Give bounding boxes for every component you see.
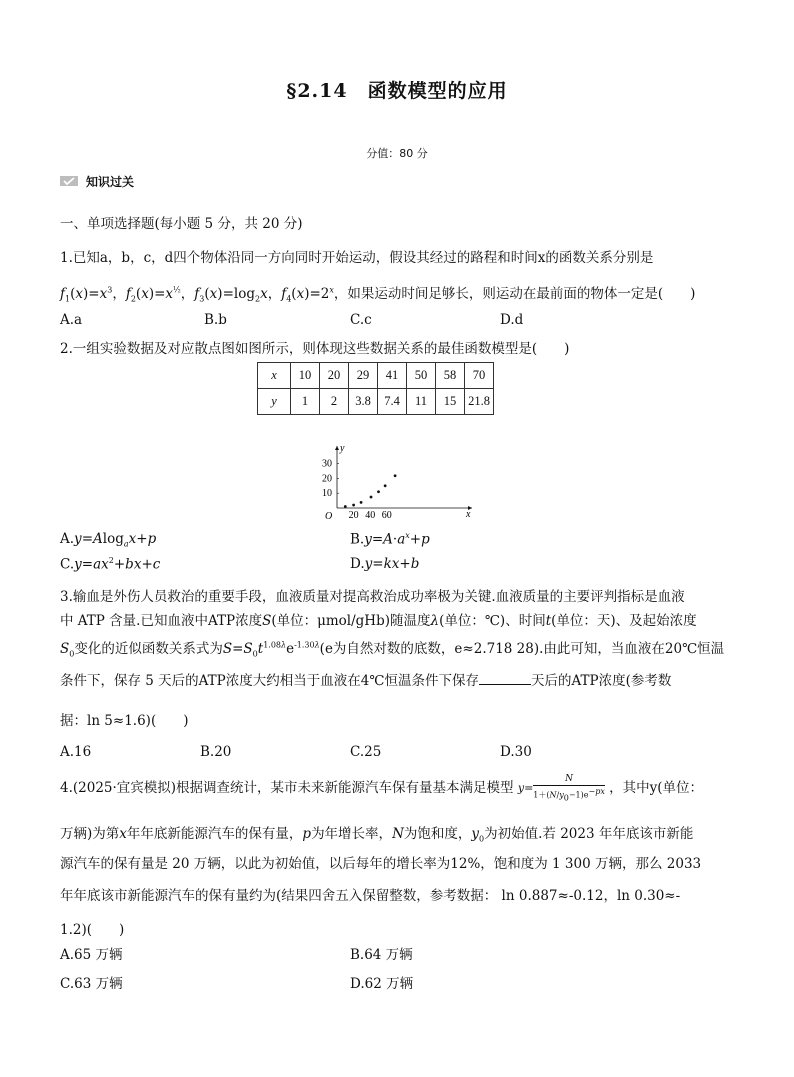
table-cell: 70 bbox=[465, 363, 494, 389]
scatter-point bbox=[344, 505, 347, 508]
q2-stem: 2.一组实验数据及对应散点图如图所示，则体现这些数据关系的最佳函数模型是( ) bbox=[60, 341, 570, 357]
scatter-point bbox=[370, 496, 373, 499]
score-label: 分值：80 分 bbox=[366, 147, 428, 160]
q3-stem-line3: $S_0$变化的近似函数关系式为$S=S_0t^{1.08\lambda}e^{-1.30\lambda}(e$为自然对数的底数，e≈2.718 28).由此可知，当血液在20℃恒温 bbox=[60, 640, 725, 659]
x-tick-label: 60 bbox=[381, 510, 392, 521]
origin-label: O bbox=[325, 511, 333, 522]
table-cell: 58 bbox=[436, 363, 465, 389]
q4-stem-line2: 万辆)为第x年年底新能源汽车的保有量，p为年增长率，N为饱和度，$y_0$为初始值.若 2023 年年底该市新能 bbox=[60, 826, 694, 844]
q4-option-d: D.62 万辆 bbox=[350, 976, 414, 992]
q3-option-a: A.16 bbox=[60, 744, 92, 760]
q1-option-d: D.d bbox=[500, 312, 524, 328]
scatter-point bbox=[377, 490, 380, 493]
section-heading bbox=[60, 172, 134, 191]
y-axis-arrow bbox=[335, 446, 339, 450]
table-cell: 3.8 bbox=[349, 389, 378, 415]
y-tick-label: 10 bbox=[322, 488, 332, 500]
q3-option-b: B.20 bbox=[200, 744, 232, 760]
y-tick-label: 20 bbox=[322, 473, 332, 485]
q1-stem-line2: $f_1(x)=x^3$，$f_2(x)=x^{\frac{1}{2}}$，$f_3(x)=\log_2x$，$f_4(x)=2^x$，如果运动时间足够长，则运动在最前面的物体一定是( ) bbox=[60, 285, 696, 304]
table-header-y: y bbox=[258, 389, 291, 415]
scatter-point bbox=[394, 474, 397, 477]
q3-option-d: D.30 bbox=[500, 744, 532, 760]
q3-option-c: C.25 bbox=[350, 744, 382, 760]
table-cell: 11 bbox=[407, 389, 436, 415]
q4-option-b: B.64 万辆 bbox=[350, 947, 413, 963]
scatter-point bbox=[384, 484, 387, 487]
answer-blank bbox=[479, 672, 531, 685]
q4-stem-line1: 4.(2025·宜宾模拟)根据调查统计，某市未来新能源汽车保有量基本满足模型 y= $\frac{N}{1+(N/y_0-1)e^{-px}}$ ，其中y(单位： bbox=[60, 774, 704, 803]
y-tick-label: 30 bbox=[322, 458, 332, 470]
y-axis-label: y bbox=[340, 443, 345, 454]
q3-stem-line5: 据：ln 5≈1.6)( ) bbox=[60, 713, 189, 729]
q2-option-a: A.y=Alog$_a$x+p bbox=[60, 531, 157, 549]
q3-stem-line1: 3.输血是外伤人员救治的重要手段，血液质量对提高救治成功率极为关键.血液质量的主要评判指标是血液 bbox=[60, 589, 685, 605]
q2-option-d: D.y=kx+b bbox=[350, 556, 420, 572]
q3-stem-line4: 条件下，保存 5 天后的ATP浓度大约相当于血液在4℃恒温条件下保存 天后的ATP浓度(参考数 bbox=[60, 673, 672, 689]
table-cell: 21.8 bbox=[465, 389, 494, 415]
table-cell: 50 bbox=[407, 363, 436, 389]
x-tick-label: 40 bbox=[365, 510, 376, 521]
table-cell: 15 bbox=[436, 389, 465, 415]
q2-option-c: $C.y=ax^2+bx+c$ bbox=[60, 556, 161, 573]
table-cell: 20 bbox=[320, 363, 349, 389]
table-row-x bbox=[258, 363, 494, 389]
section-label: 知识过关 bbox=[86, 175, 135, 189]
page-title: §2.14 函数模型的应用 bbox=[286, 80, 508, 102]
table-row-y bbox=[258, 389, 494, 415]
part-heading: 一、单项选择题(每小题 5 分，共 20 分) bbox=[60, 216, 303, 232]
x-axis-label: x bbox=[466, 509, 471, 520]
scatter-point bbox=[360, 501, 363, 504]
table-cell: 10 bbox=[291, 363, 320, 389]
q1-option-c: C.c bbox=[350, 312, 372, 328]
q1-option-b: B.b bbox=[204, 312, 227, 328]
q4-option-c: C.63 万辆 bbox=[60, 976, 123, 992]
x-tick-label: 20 bbox=[348, 510, 359, 521]
table-cell: 29 bbox=[349, 363, 378, 389]
q3-stem-line2: 中 ATP 含量.已知血液中ATP浓度S(单位：μmol/gHb)随温度λ(单位：℃)、时间t(单位：天)、及起始浓度 bbox=[60, 613, 697, 629]
scatter-point bbox=[352, 504, 355, 507]
q1-stem-line1: 1.已知a，b，c，d四个物体沿同一方向同时开始运动，假设其经过的路程和时间x的函数关系分别是 bbox=[60, 250, 654, 266]
q4-stem-line3: 源汽车的保有量是 20 万辆，以此为初始值，以后每年的增长率为12%，饱和度为 1 300 万辆，那么 2033 bbox=[60, 856, 702, 872]
table-cell: 7.4 bbox=[378, 389, 407, 415]
q4-stem-line4: 年年底该市新能源汽车的保有量约为(结果四舍五入保留整数，参考数据： ln 0.887≈-0.12，ln 0.30≈- bbox=[60, 888, 681, 904]
scatter-plot bbox=[315, 440, 480, 525]
check-icon bbox=[60, 172, 80, 191]
q1-option-a: A.a bbox=[60, 312, 83, 328]
table-cell: 2 bbox=[320, 389, 349, 415]
model-formula: y= $\frac{N}{1+(N/y_0-1)e^{-px}}$ bbox=[517, 774, 605, 803]
data-table bbox=[257, 362, 494, 415]
table-cell: 41 bbox=[378, 363, 407, 389]
q2-option-b: $B.y=A\cdot a^x+p$ bbox=[350, 531, 430, 548]
q4-stem-line5: 1.2)( ) bbox=[60, 922, 125, 938]
table-cell: 1 bbox=[291, 389, 320, 415]
q4-option-a: A.65 万辆 bbox=[60, 947, 123, 963]
table-header-x: x bbox=[258, 363, 291, 389]
